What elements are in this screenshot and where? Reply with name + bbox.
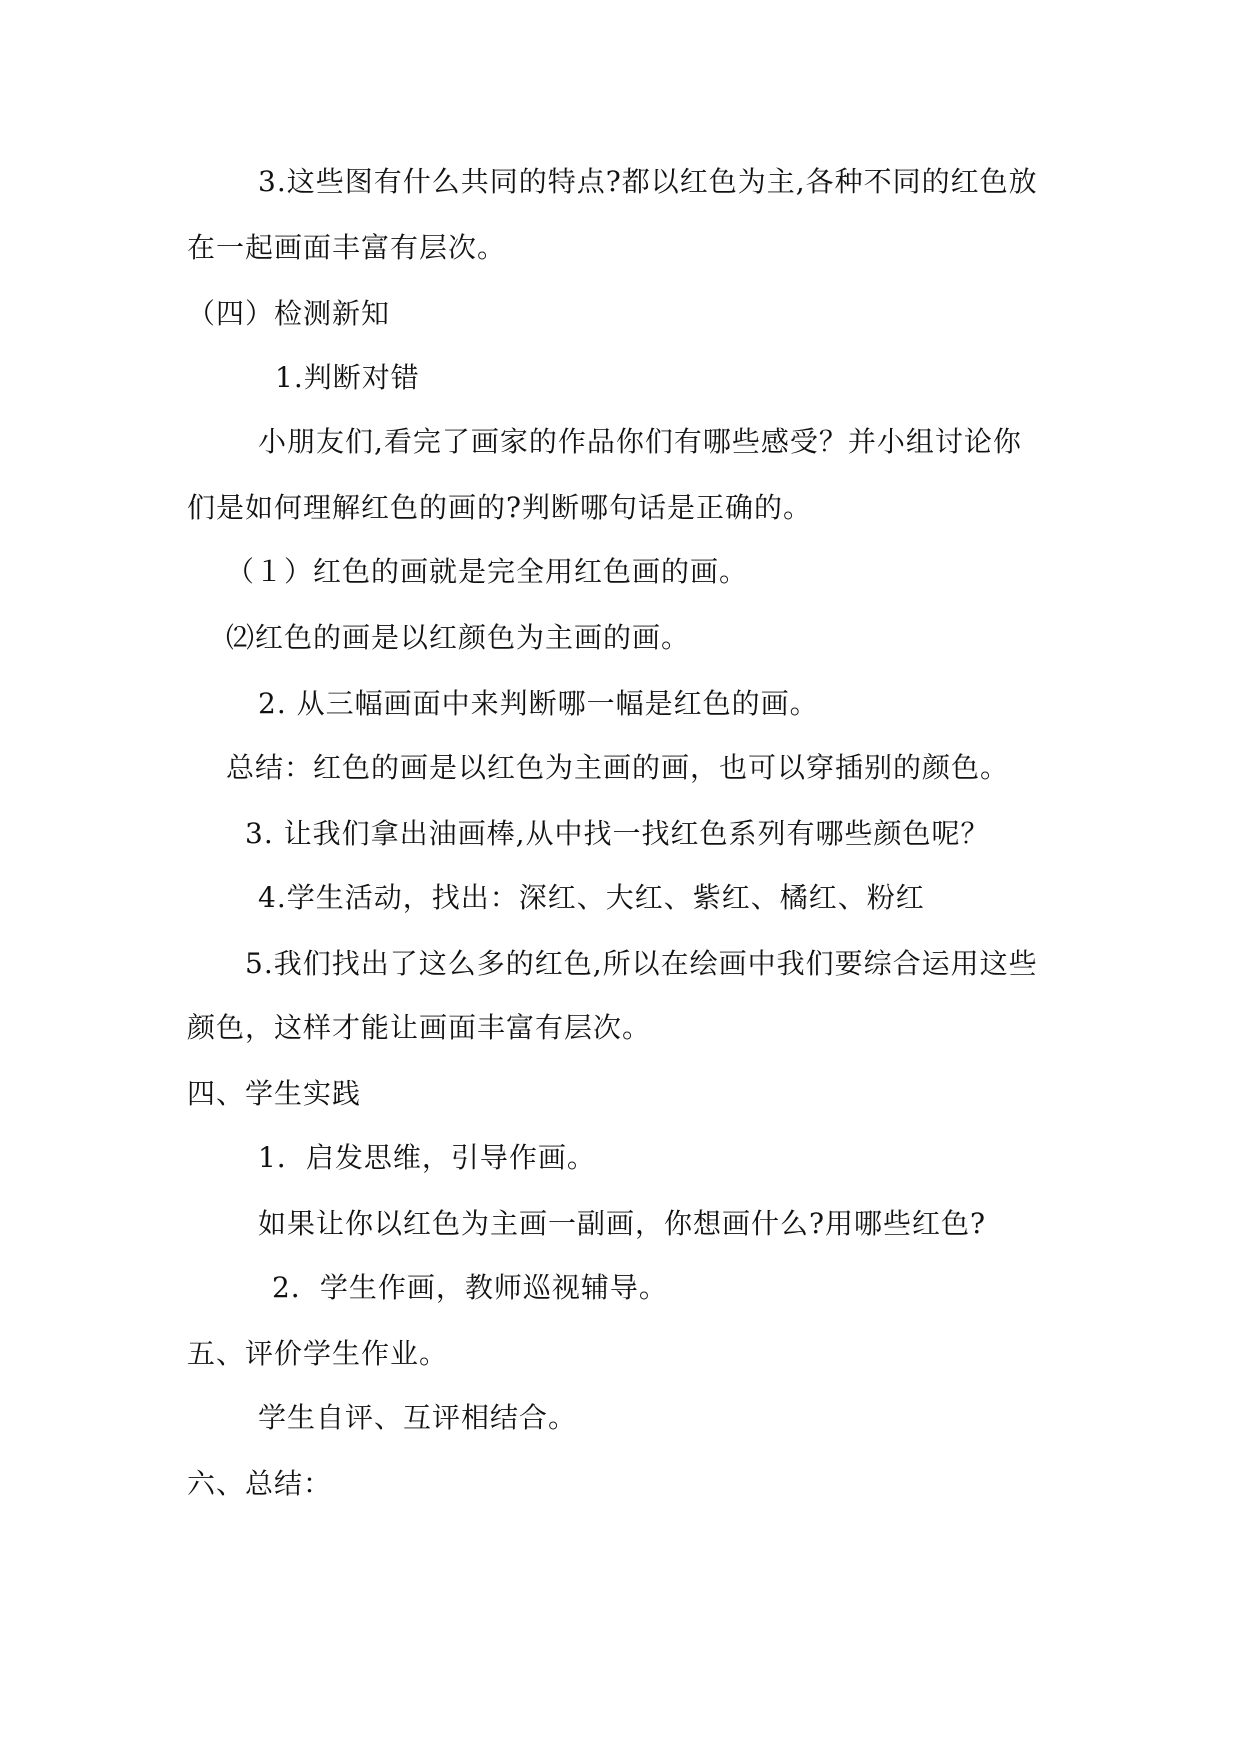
section-heading-student-practice: 四、学生实践 [187,1077,362,1110]
text-line-many-reds: 5.我们找出了这么多的红色,所以在绘画中我们要综合运用这些 [245,947,1038,980]
text-line-statement-2: ⑵红色的画是以红颜色为主画的画。 [226,621,691,654]
text-line-oil-pastels: 3. 让我们拿出油画棒,从中找一找红色系列有哪些颜色呢？ [245,817,990,850]
text-line-3-continued: 在一起画面丰富有层次。 [187,231,507,264]
text-line-what-to-paint: 如果让你以红色为主画一副画，你想画什么?用哪些红色? [258,1207,987,1240]
text-line-3-common-features: 3.这些图有什么共同的特点?都以红色为主,各种不同的红色放 [258,165,1038,198]
section-heading-check-new-knowledge: （四）检测新知 [187,297,391,330]
text-line-inspire-thinking: 1．启发思维，引导作画。 [258,1141,596,1174]
text-line-student-activity: 4.学生活动，找出：深红、大红、紫红、橘红、粉红 [258,881,925,914]
text-line-self-peer-evaluation: 学生自评、互评相结合。 [258,1401,578,1434]
text-line-statement-1: （１）红色的画就是完全用红色画的画。 [226,555,749,588]
section-heading-evaluate-work: 五、评价学生作业。 [187,1337,449,1370]
text-line-discussion-continued: 们是如何理解红色的画的?判断哪句话是正确的。 [187,491,813,524]
text-line-three-paintings: 2. 从三幅画面中来判断哪一幅是红色的画。 [258,687,819,720]
text-line-students-paint: 2．学生作画，教师巡视辅导。 [272,1271,668,1304]
text-line-summary: 总结：红色的画是以红色为主画的画，也可以穿插别的颜色。 [226,751,1010,784]
text-line-many-reds-continued: 颜色，这样才能让画面丰富有层次。 [187,1011,652,1044]
section-heading-summary: 六、总结： [187,1467,333,1500]
text-line-true-false: 1.判断对错 [275,361,420,394]
text-line-children-discussion: 小朋友们,看完了画家的作品你们有哪些感受？并小组讨论你 [258,425,1022,458]
